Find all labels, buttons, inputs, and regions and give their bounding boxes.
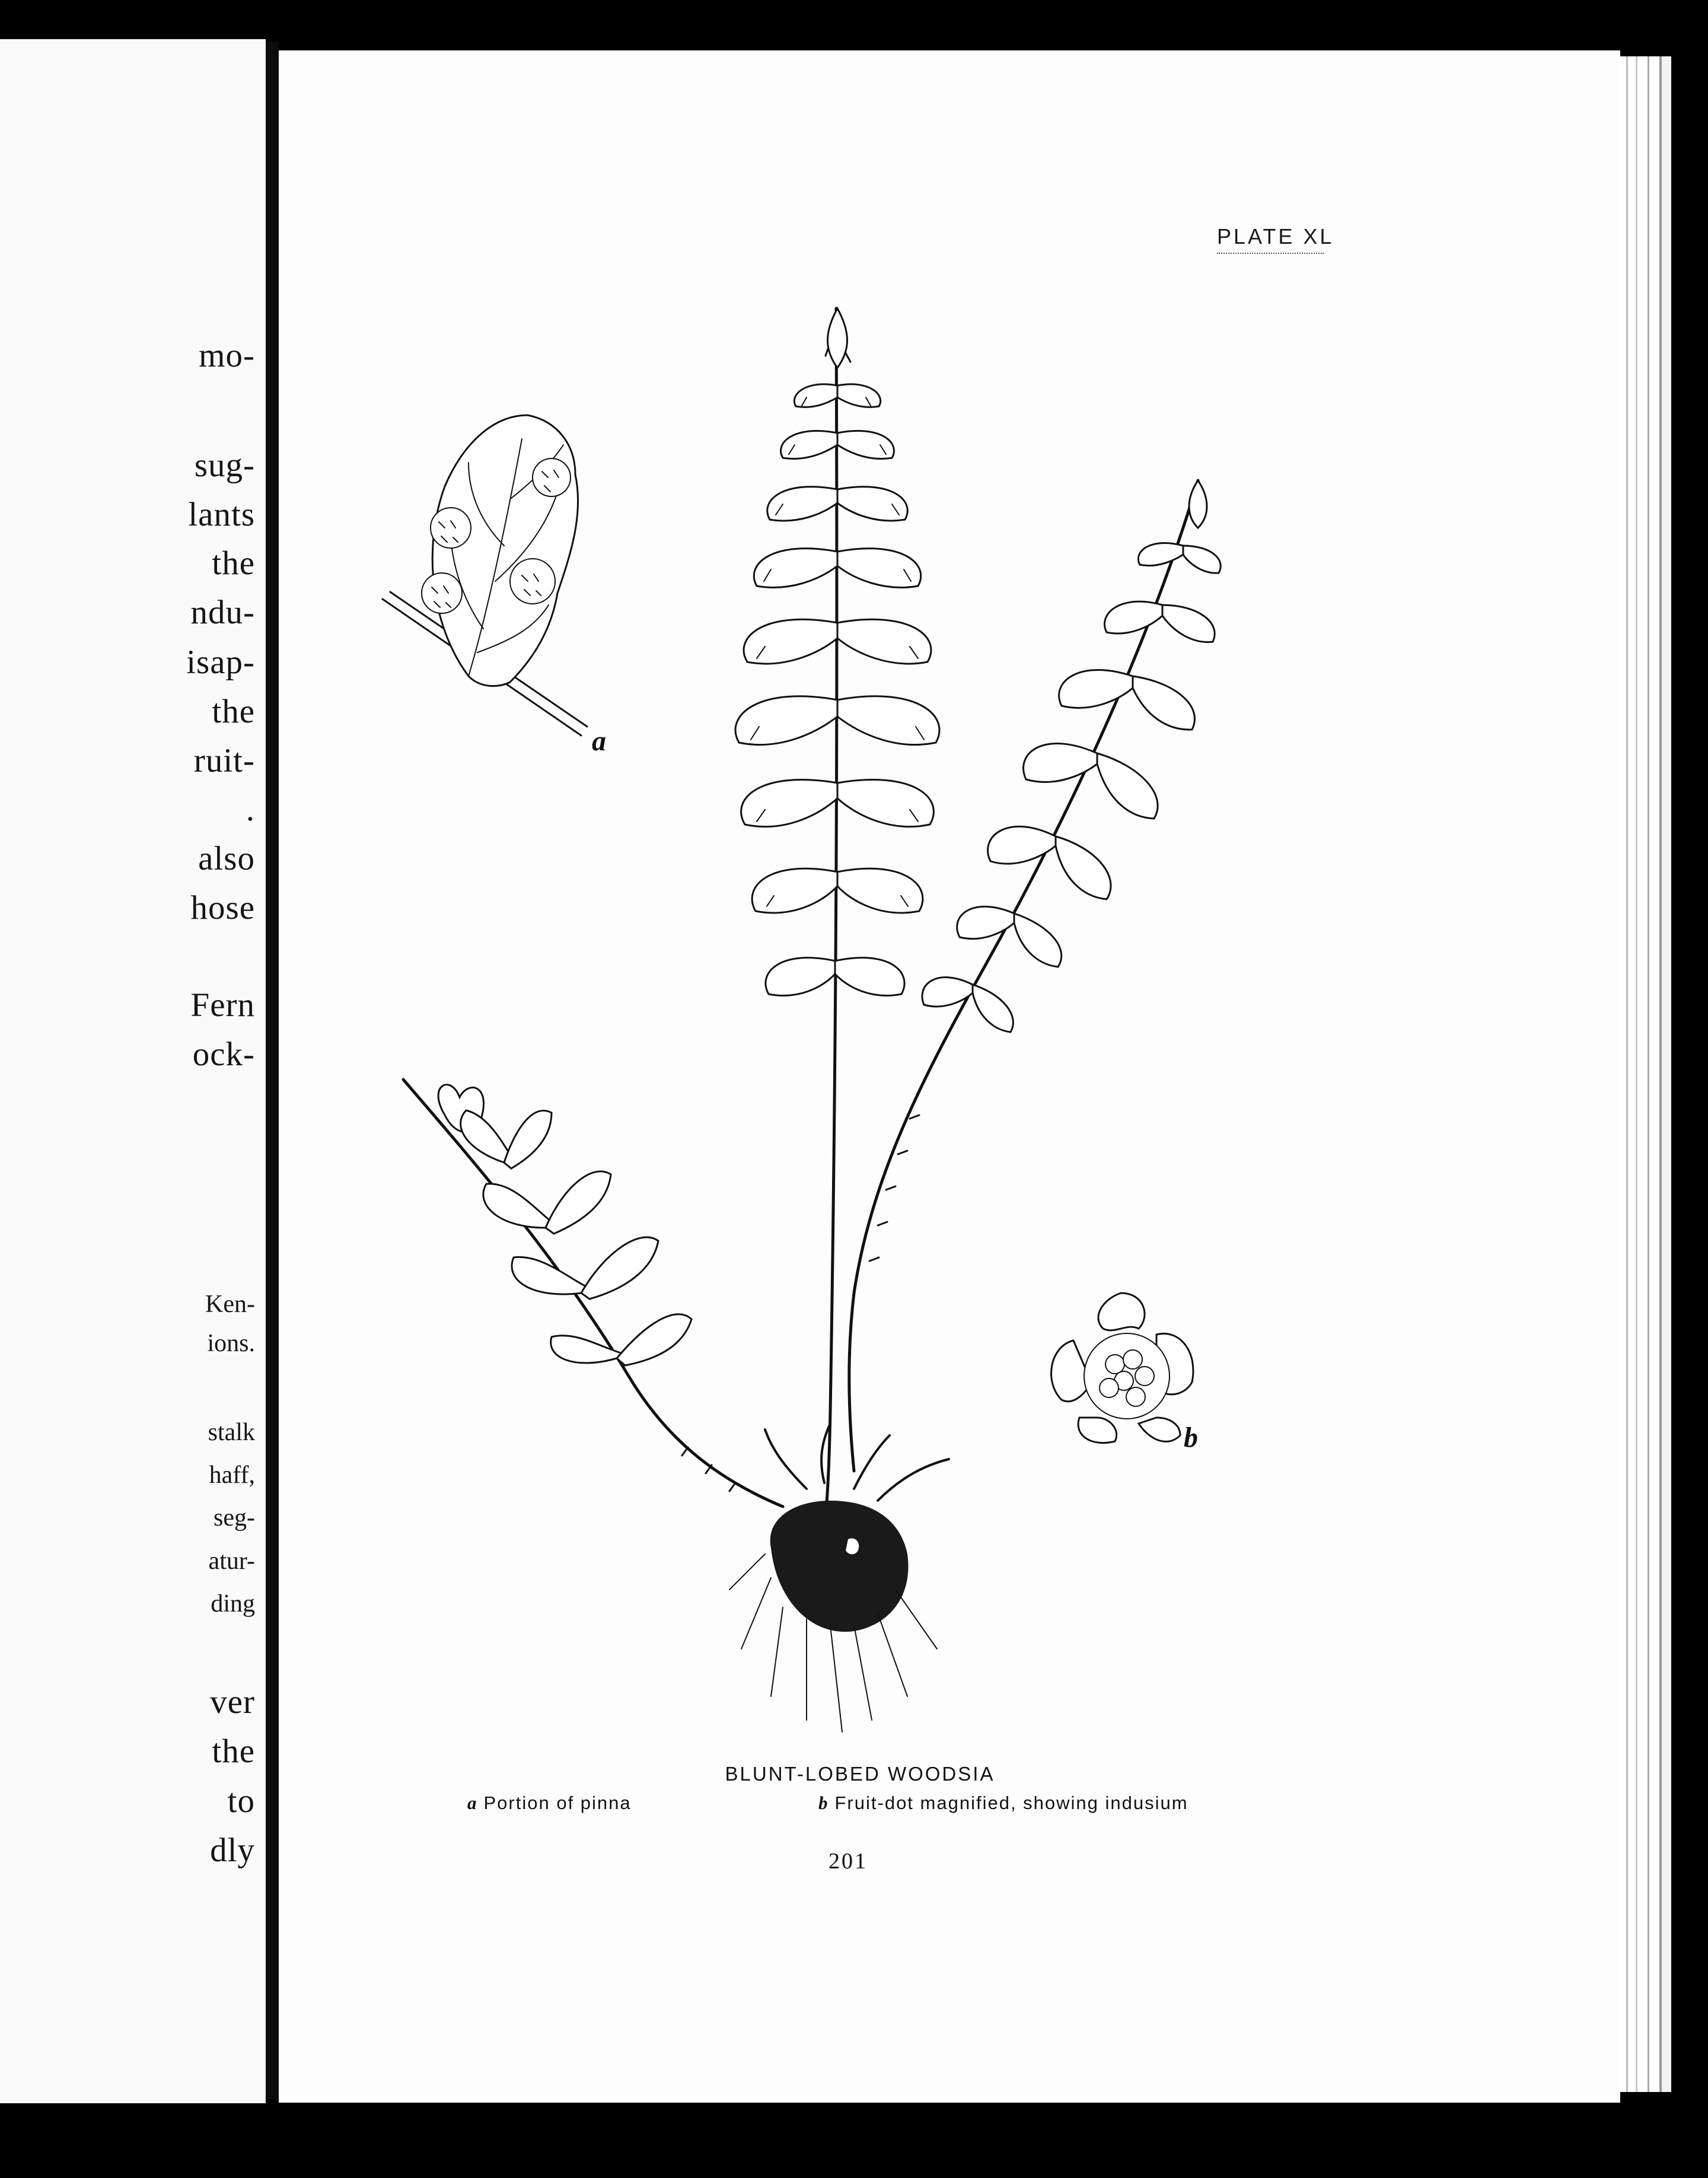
plate-number: PLATE XL [1217, 224, 1334, 249]
pinna-detail-drawing [383, 415, 587, 735]
left-text-line: sug- [194, 447, 255, 484]
left-text-line: dly [210, 1832, 255, 1869]
left-text-line: lants [188, 496, 255, 533]
left-text-line: seg- [214, 1504, 255, 1531]
left-text-line: Fern [190, 986, 255, 1024]
left-text-line: stalk [208, 1419, 255, 1446]
rootstock-drawing [729, 1424, 949, 1732]
left-text-line: hose [190, 889, 255, 926]
plate-title: BLUNT-LOBED WOODSIA [725, 1763, 995, 1785]
left-text-line: to [227, 1782, 255, 1820]
caption-a [467, 1792, 632, 1814]
left-text-line: . [246, 791, 255, 828]
figure-label-b: b [1184, 1422, 1198, 1453]
left-text-line: the [212, 1733, 255, 1770]
left-text-line: the [212, 544, 255, 582]
left-text-line: also [198, 840, 255, 877]
page-edges [1618, 56, 1671, 2092]
left-text-line: ruit- [193, 742, 255, 779]
left-text-line: atur- [208, 1547, 255, 1575]
left-text-line: ock- [192, 1036, 255, 1073]
left-text-line: ver [210, 1683, 255, 1721]
left-text-line: Ken- [205, 1291, 255, 1318]
figure-label-a: a [592, 725, 606, 757]
left-text-line: isap- [186, 644, 255, 681]
fruit-dot-detail-drawing [1051, 1293, 1193, 1443]
left-text-line: haff, [209, 1461, 255, 1489]
left-text-line: ions. [207, 1330, 255, 1357]
caption-b-text: Fruit-dot magnified, showing indusium [834, 1792, 1188, 1813]
lower-frond-drawing [403, 1080, 783, 1507]
plate-number-rule [1217, 253, 1324, 254]
caption-a-letter: a [467, 1792, 477, 1813]
left-text-line: ndu- [190, 594, 255, 631]
left-page [0, 39, 266, 2103]
caption-a-text: Portion of pinna [483, 1792, 632, 1813]
left-text-line: the [212, 693, 255, 730]
caption-b-letter: b [818, 1792, 828, 1813]
left-text-line: ding [211, 1590, 255, 1617]
main-frond-drawing [735, 308, 939, 1530]
caption-b [818, 1792, 1188, 1814]
fern-illustration [356, 285, 1364, 1756]
page-number: 201 [828, 1849, 868, 1874]
book-gutter [266, 42, 279, 2100]
left-text-line: mo- [199, 337, 255, 374]
